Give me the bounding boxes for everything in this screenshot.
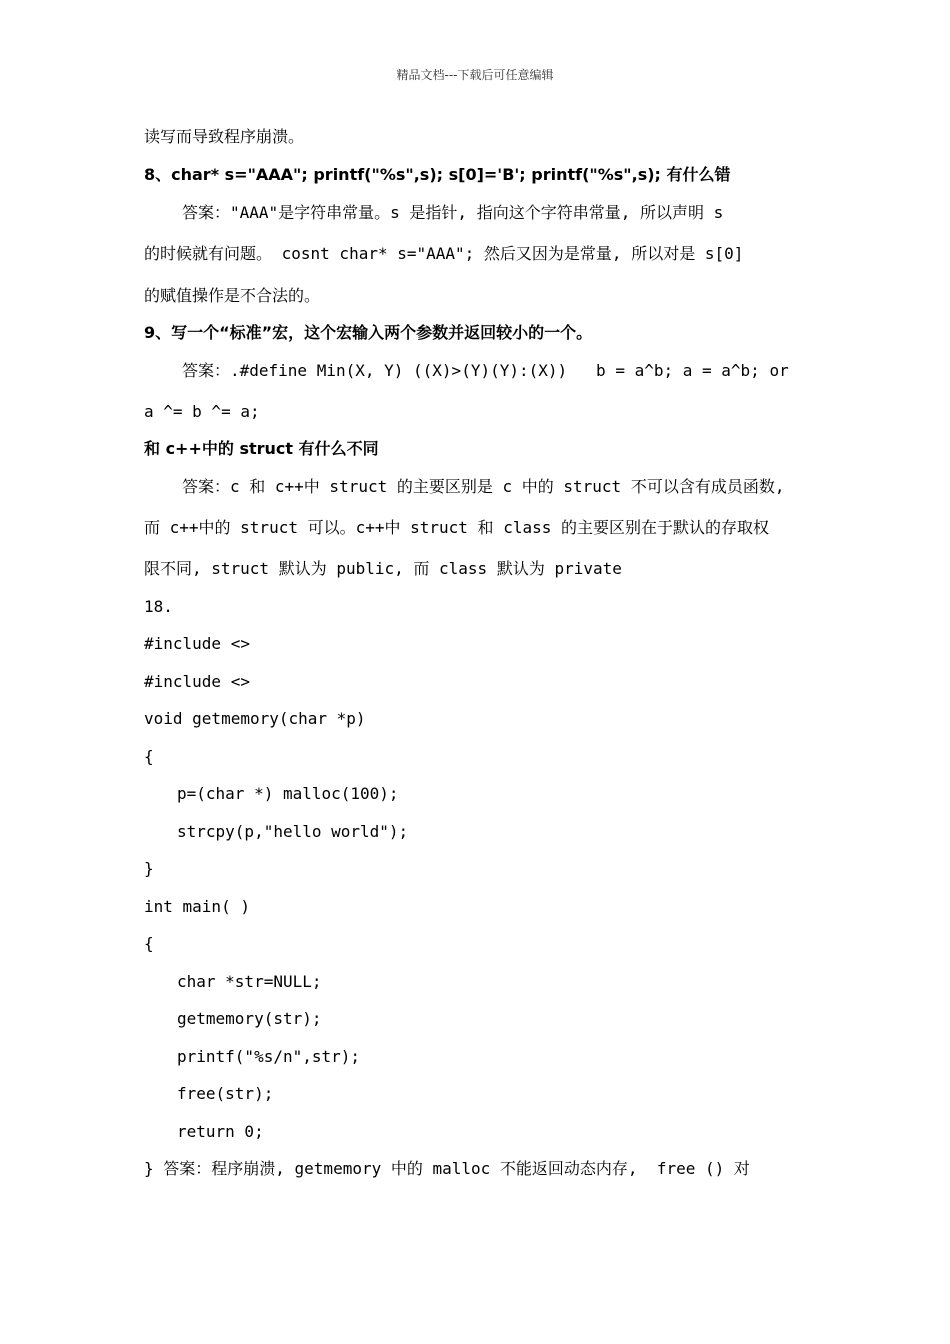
code-line: {: [144, 934, 154, 953]
page-header: 精品文档---下载后可任意编辑: [396, 68, 554, 82]
answer-9-line-1: 答案：.#define Min(X, Y) ((X)>(Y)(Y):(X)) b = a^b; a = a^b; or: [182, 361, 789, 380]
question-8: 8、char* s="AAA"; printf("%s",s); s[0]='B'; printf("%s",s); 有什么错: [144, 165, 731, 184]
answer-8-line-2: 的时候就有问题。 cosnt char* s="AAA"; 然后又因为是常量, 所以对是 s[0]: [144, 244, 744, 263]
code-line: return 0;: [177, 1122, 264, 1141]
answer-18-line-1: } 答案：程序崩溃, getmemory 中的 malloc 不能返回动态内存, free () 对: [144, 1159, 750, 1178]
code-line: char *str=NULL;: [177, 972, 322, 991]
code-line: strcpy(p,"hello world");: [177, 822, 409, 841]
code-line: getmemory(str);: [177, 1009, 322, 1028]
answer-struct-line-1: 答案：c 和 c++中 struct 的主要区别是 c 中的 struct 不可以含有成员函数,: [182, 477, 785, 496]
question-struct: 和 c++中的 struct 有什么不同: [144, 439, 379, 458]
code-line: }: [144, 859, 154, 878]
code-line: {: [144, 747, 154, 766]
code-line: #include <>: [144, 672, 250, 691]
answer-struct-line-3: 限不同, struct 默认为 public, 而 class 默认为 private: [144, 559, 622, 578]
code-line: void getmemory(char *p): [144, 709, 366, 728]
answer-8-line-1: 答案："AAA"是字符串常量。s 是指针, 指向这个字符串常量, 所以声明 s: [182, 203, 724, 222]
text-line: 读写而导致程序崩溃。: [144, 127, 305, 146]
code-line: free(str);: [177, 1084, 274, 1103]
code-line: #include <>: [144, 634, 250, 653]
answer-9-line-2: a ^= b ^= a;: [144, 402, 260, 421]
question-9: 9、写一个“标准”宏，这个宏输入两个参数并返回较小的一个。: [144, 323, 593, 342]
answer-struct-line-2: 而 c++中的 struct 可以。c++中 struct 和 class 的主要区别在于默认的存取权: [144, 518, 769, 537]
code-line: p=(char *) malloc(100);: [177, 784, 399, 803]
question-18-number: 18.: [144, 597, 173, 616]
code-line: printf("%s/n",str);: [177, 1047, 361, 1066]
code-line: int main( ): [144, 897, 250, 916]
answer-8-line-3: 的赋值操作是不合法的。: [144, 286, 321, 305]
